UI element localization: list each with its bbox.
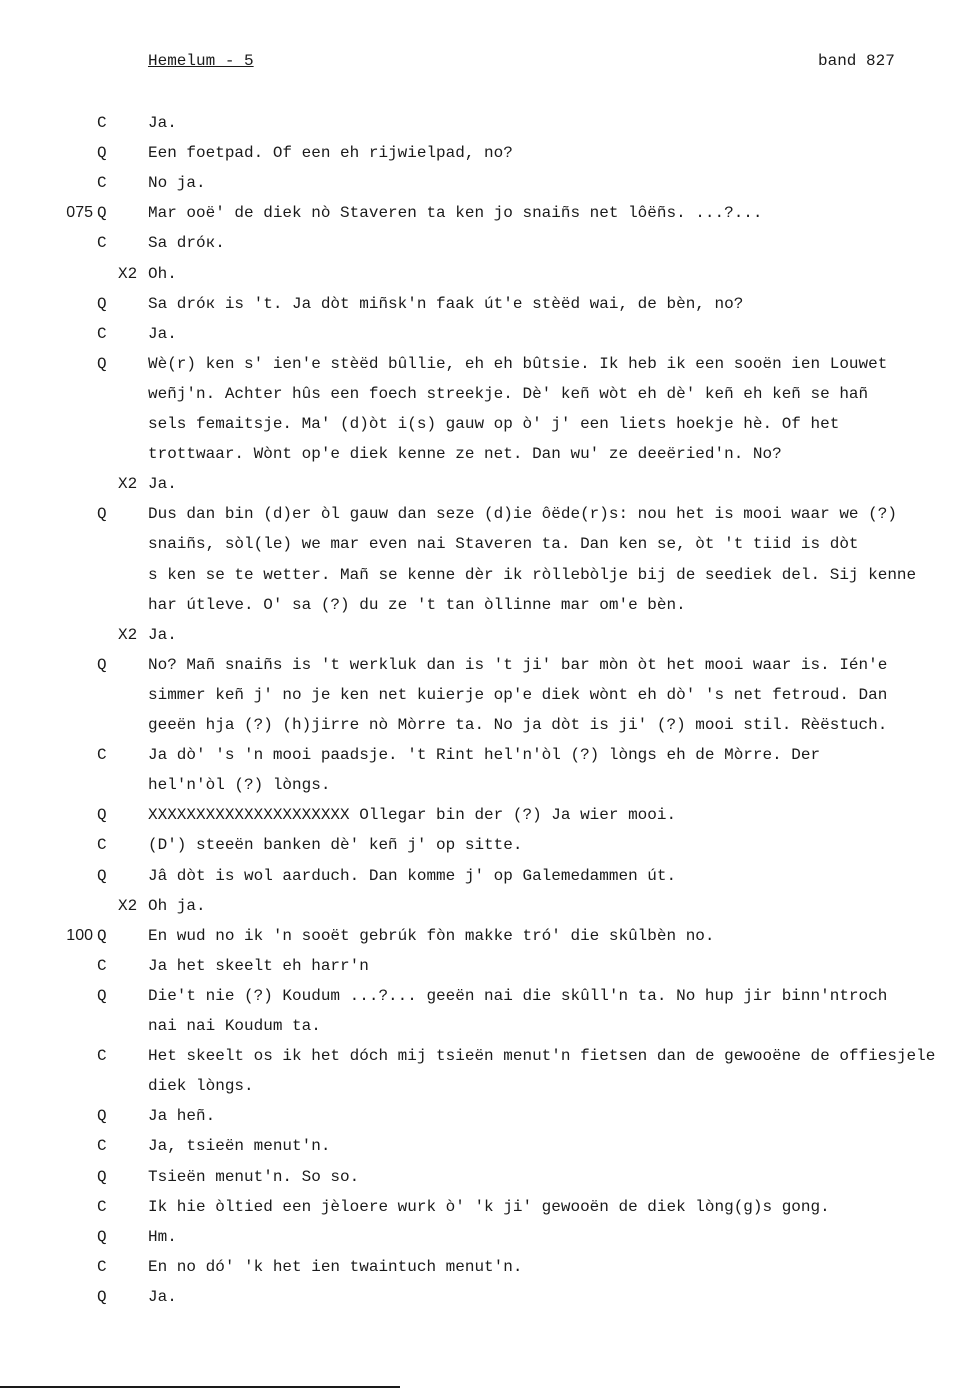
utterance-text: Die't nie (?) Koudum ...?... geeën nai die skûll'n ta. No hup jir binn'ntroch: [148, 987, 888, 1005]
utterance-text: nai nai Koudum ta.: [148, 1017, 321, 1035]
utterance-text: trottwaar. Wònt op'e diek kenne ze net. Dan wu' ze deeëried'n. No?: [148, 445, 782, 463]
transcript-line: [0, 204, 973, 226]
speaker-label: Q: [97, 1107, 107, 1125]
speaker-label: C: [97, 174, 107, 192]
utterance-text: No? Mañ snaiñs is 't werkluk dan is 't ji' bar mòn òt het mooi waar is. Ién'e: [148, 656, 888, 674]
utterance-text: s ken se te wetter. Mañ se kenne dèr ik ròllebòlje bij de seediek del. Sij kenne: [148, 566, 917, 584]
utterance-text: geeën hja (?) (h)jirre nò Mòrre ta. No ja dòt is ji' (?) mooi stil. Rèëstuch.: [148, 716, 888, 734]
transcript-line: [0, 987, 973, 1009]
transcript-line: [0, 596, 973, 618]
utterance-text: Hm.: [148, 1228, 177, 1246]
transcript-line: [0, 1047, 973, 1069]
speaker-label: C: [97, 1198, 107, 1216]
transcript-line: [0, 927, 973, 949]
transcript-line: [0, 475, 973, 497]
speaker-label: X2: [118, 897, 138, 915]
transcript-line: [0, 445, 973, 467]
utterance-text: Jâ dòt is wol aarduch. Dan komme j' op Galemedammen út.: [148, 867, 677, 885]
transcript-line: [0, 1288, 973, 1310]
speaker-label: C: [97, 325, 107, 343]
utterance-text: Ik hie òltied een jèloere wurk ò' 'k ji' gewooën de diek lòng(g)s gong.: [148, 1198, 830, 1216]
transcript-line: [0, 1137, 973, 1159]
utterance-text: Wè(r) ken s' ien'e stèëd bûllie, eh eh bûtsie. Ik heb ik een sooën ien Louwet: [148, 355, 888, 373]
utterance-text: En no dó' 'k het ien twaintuch menut'n.: [148, 1258, 523, 1276]
transcript-line: [0, 1017, 973, 1039]
speaker-label: Q: [97, 656, 107, 674]
transcript-line: [0, 535, 973, 557]
transcript-line: [0, 1198, 973, 1220]
transcript-line: [0, 505, 973, 527]
transcript-line: [0, 836, 973, 858]
utterance-text: Een foetpad. Of een eh rijwielpad, no?: [148, 144, 513, 162]
transcript-line: [0, 1168, 973, 1190]
speaker-label: Q: [97, 505, 107, 523]
utterance-text: Sa dróк is 't. Ja dòt miñsk'n faak út'e stèëd wai, de bèn, no?: [148, 295, 744, 313]
footer-rule: [0, 1386, 400, 1388]
speaker-label: Q: [97, 204, 107, 222]
speaker-label: C: [97, 234, 107, 252]
speaker-label: Q: [97, 927, 107, 945]
utterance-text: snaiñs, sòl(le) we mar even nai Staveren ta. Dan ken se, òt 't tiid is dòt: [148, 535, 859, 553]
utterance-text: Ja.: [148, 626, 177, 644]
utterance-text: No ja.: [148, 174, 206, 192]
utterance-text: Ja heñ.: [148, 1107, 216, 1125]
utterance-text: Ja.: [148, 475, 177, 493]
utterance-text: sels femaitsje. Ma' (d)òt i(s) gauw op ò' j' een liets hoekje hè. Of het: [148, 415, 840, 433]
transcript-line: [0, 1107, 973, 1129]
utterance-text: Tsieën menut'n. So so.: [148, 1168, 360, 1186]
utterance-text: En wud no ik 'n sooët gebrúk fòn makke tró' die skûlbèn no.: [148, 927, 715, 945]
band-label: band 827: [818, 52, 895, 70]
utterance-text: Ja, tsieën menut'n.: [148, 1137, 331, 1155]
speaker-label: Q: [97, 144, 107, 162]
utterance-text: Sa dróк.: [148, 234, 225, 252]
transcript-line: [0, 716, 973, 738]
utterance-text: Het skeelt os ik het dóch mij tsieën menut'n fietsen dan de gewooëne de offiesjele: [148, 1047, 936, 1065]
utterance-text: Dus dan bin (d)er òl gauw dan seze (d)ie ôëde(r)s: nou het is mooi waar we (?): [148, 505, 897, 523]
transcript-line: [0, 355, 973, 377]
speaker-label: Q: [97, 295, 107, 313]
utterance-text: Ja.: [148, 1288, 177, 1306]
transcript-line: [0, 656, 973, 678]
speaker-label: Q: [97, 987, 107, 1005]
transcript-line: [0, 385, 973, 407]
transcript-line: [0, 295, 973, 317]
speaker-label: C: [97, 746, 107, 764]
line-number: 075: [66, 204, 93, 221]
utterance-text: weñj'n. Achter hûs een foech streekje. Dè' keñ wòt eh dè' keñ eh keñ se hañ: [148, 385, 869, 403]
utterance-text: Ja.: [148, 325, 177, 343]
utterance-text: Ja het skeelt eh harr'n: [148, 957, 369, 975]
speaker-label: Q: [97, 355, 107, 373]
speaker-label: C: [97, 957, 107, 975]
utterance-text: hel'n'òl (?) lòngs.: [148, 776, 331, 794]
transcript-line: [0, 776, 973, 798]
speaker-label: Q: [97, 1168, 107, 1186]
transcript-line: [0, 566, 973, 588]
speaker-label: X2: [118, 626, 138, 644]
utterance-text: Oh ja.: [148, 897, 206, 915]
utterance-text: XXXXXXXXXXXXXXXXXXXXX Ollegar bin der (?) Ja wier mooi.: [148, 806, 677, 824]
speaker-label: C: [97, 836, 107, 854]
utterance-text: Mar ooë' de diek nò Staveren ta ken jo snaiñs net lôëñs. ...?...: [148, 204, 763, 222]
transcript-line: [0, 415, 973, 437]
utterance-text: Ja.: [148, 114, 177, 132]
line-number: 100: [66, 927, 93, 944]
transcript-line: [0, 1258, 973, 1280]
transcript-line: [0, 114, 973, 136]
transcript-line: [0, 626, 973, 648]
transcript-line: [0, 897, 973, 919]
speaker-label: C: [97, 114, 107, 132]
transcript-line: [0, 265, 973, 287]
speaker-label: X2: [118, 475, 138, 493]
speaker-label: Q: [97, 1288, 107, 1306]
transcript-line: [0, 234, 973, 256]
transcript-line: [0, 867, 973, 889]
transcript-line: [0, 325, 973, 347]
transcript-line: [0, 144, 973, 166]
transcript-line: [0, 806, 973, 828]
transcript-line: [0, 746, 973, 768]
utterance-text: (D') steeën banken dè' keñ j' op sitte.: [148, 836, 523, 854]
utterance-text: diek lòngs.: [148, 1077, 254, 1095]
utterance-text: simmer keñ j' no je ken net kuierje op'e diek wònt eh dò' 's net fetroud. Dan: [148, 686, 888, 704]
speaker-label: C: [97, 1047, 107, 1065]
transcript-line: [0, 957, 973, 979]
utterance-text: Ja dò' 's 'n mooi paadsje. 't Rint hel'n'òl (?) lòngs eh de Mòrre. Der: [148, 746, 821, 764]
speaker-label: Q: [97, 806, 107, 824]
utterance-text: Oh.: [148, 265, 177, 283]
transcript-line: [0, 1077, 973, 1099]
speaker-label: X2: [118, 265, 138, 283]
transcript-line: [0, 174, 973, 196]
utterance-text: har útleve. O' sa (?) du ze 't tan òllinne mar om'e bèn.: [148, 596, 686, 614]
speaker-label: Q: [97, 867, 107, 885]
speaker-label: C: [97, 1137, 107, 1155]
transcript-line: [0, 686, 973, 708]
transcript-line: [0, 1228, 973, 1250]
speaker-label: C: [97, 1258, 107, 1276]
speaker-label: Q: [97, 1228, 107, 1246]
page-title: Hemelum - 5: [148, 52, 254, 70]
